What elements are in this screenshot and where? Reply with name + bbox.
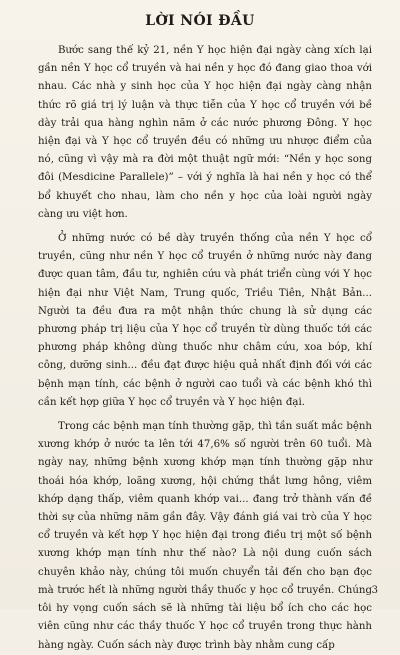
page-title: LỜI NÓI ĐẦU <box>145 13 255 29</box>
document-body <box>38 42 372 655</box>
paragraph-3: Trong các bệnh mạn tính thường gặp, thì tần suất mắc bệnh xương khớp ở nước ta lên tới 47,6% số người trên 60 tuổi. Mà ngày nay, những bệnh xương khớp mạn tính thường gặp như thoái hóa khớp, loãng xương, hội chứng thắt lưng hông, viêm khớp dạng thấp, viêm quanh khớp vai... đang trở thành vấn đề thời sự của những năm gần đây. Vậy đánh giá vai trò của Y học cổ truyền và kết hợp Y học hiện đại trong điều trị một số bệnh xương khớp mạn tính như thế nào? Là nội dung cuốn sách chuyên khảo này, chúng tôi muốn chuyển tải đến cho bạn đọc mà trước hết là những người thầy thuốc y học cổ truyền. Chúng tôi hy vọng cuốn sách sẽ là những tài liệu bổ ích cho các học viên cũng như các thầy thuốc Y học cổ truyền trong thực hành hàng ngày. Cuốn sách này được trình bày nhằm cung cấp <box>38 421 372 651</box>
page-number: 3 <box>371 585 378 596</box>
paragraph-2: Ở những nước có bề dày truyền thống của nền Y học cổ truyền, cũng như nền Y học cổ truyền ở những nước này đang được quan tâm, đầu tư, nghiên cứu và phát triển cùng với Y học hiện đại như Việt Nam, Trung quốc, Triều Tiên, Nhật Bản... Người ta đều đưa ra một nhận thức chung là sử dụng các phương pháp trị liệu của Y học cổ truyền từ dùng thuốc tới các phương pháp không dùng thuốc như châm cứu, xoa bóp, khí công, dưỡng sinh... đều đạt được hiệu quả nhất định đối với các bệnh mạn tính, các bệnh ở người cao tuổi và các bệnh khó thì cần kết hợp giữa Y học cổ truyền và Y học hiện đại. <box>38 233 372 408</box>
paragraph-1: Bước sang thế kỷ 21, nền Y học hiện đại ngày càng xích lại gần nền Y học cổ truyền và hai nền y học đó đang giao thoa với nhau. Các nhà y sinh học của Y học hiện đại ngày càng nhận thức rõ giá trị lý luận và thực tiễn của Y học cổ truyền với bề dày trải qua hàng nghìn năm ở các nước phương Đông. Y học hiện đại và Y học cổ truyền đều có những ưu nhược điểm của nó, cũng vì vậy mà ra đời một thuật ngữ mới: “Nền y học song đôi (Mesdicine Parallele)” – với ý nghĩa là hai nền y học có thể bổ khuyết cho nhau, làm cho nền y học của loài người ngày càng ưu việt hơn. <box>38 45 372 220</box>
